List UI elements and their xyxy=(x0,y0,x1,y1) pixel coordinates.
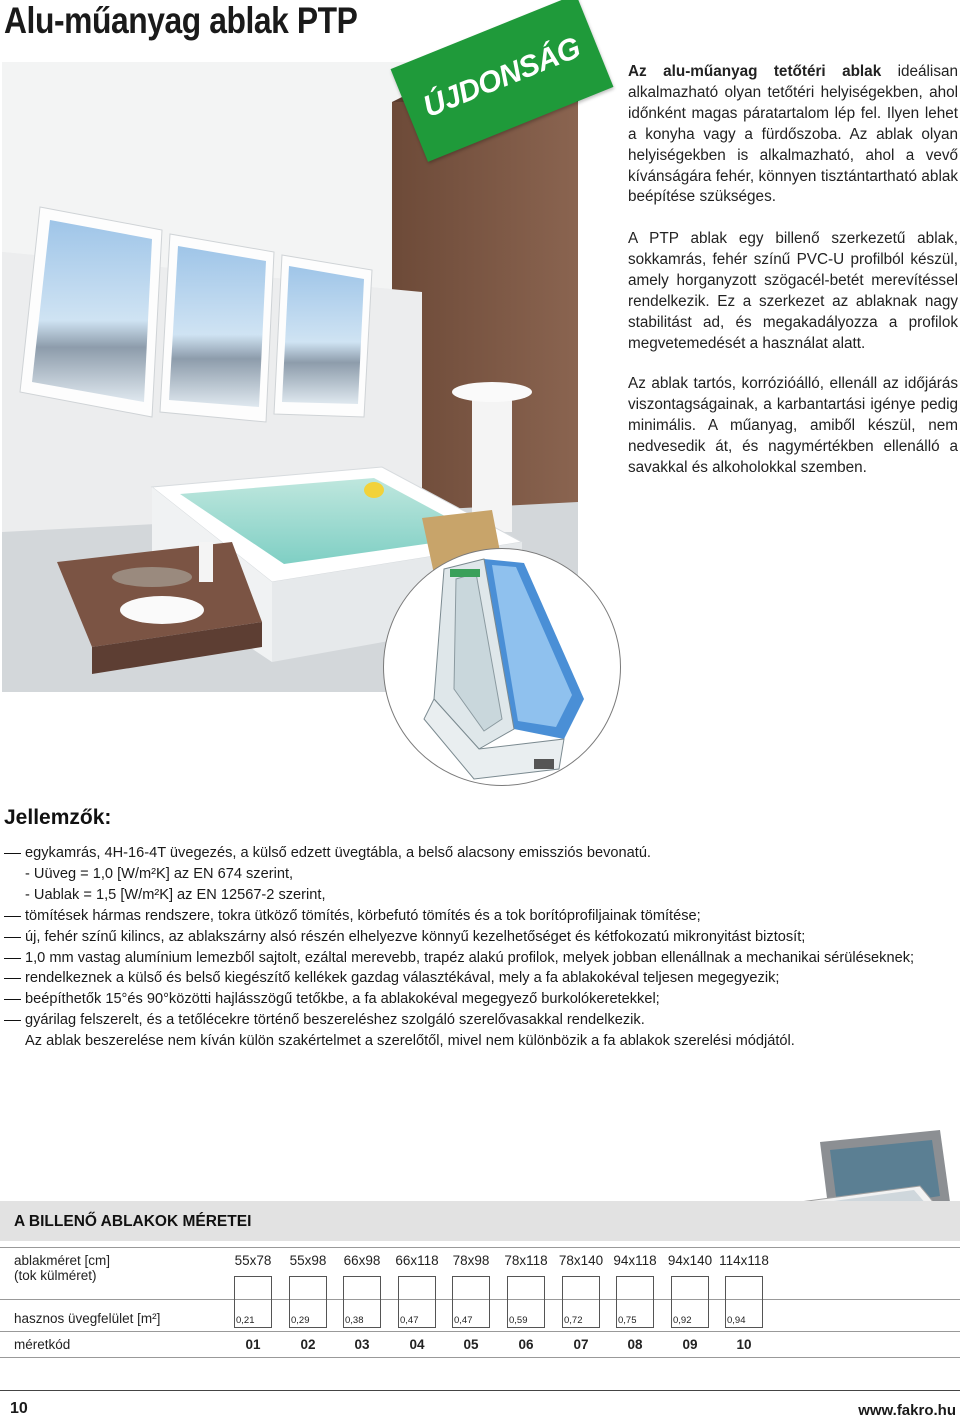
glass-area-label: hasznos üvegfelület [m²] xyxy=(14,1311,161,1326)
size-value: 55x78 xyxy=(234,1253,272,1268)
profile-cross-section xyxy=(383,548,621,786)
glass-area-value: 0,92 xyxy=(673,1315,692,1326)
divider xyxy=(0,1247,960,1248)
size-value: 94x140 xyxy=(667,1253,713,1268)
sizes-heading: A BILLENŐ ABLAKOK MÉRETEI xyxy=(14,1213,252,1230)
size-value: 66x118 xyxy=(395,1253,439,1268)
features-list xyxy=(4,843,960,1052)
intro-bold: Az alu-műanyag tetőtéri ablak xyxy=(628,63,882,80)
size-label-line-2: (tok külméret) xyxy=(14,1268,97,1283)
feature-item: tömítések hármas rendszere, tokra ütköző tömítés, körbefutó tömítés és a tok borítóprofiljainak tömítése; xyxy=(4,906,960,927)
size-code-label: méretkód xyxy=(14,1337,71,1352)
page-number: 10 xyxy=(10,1400,28,1417)
cross-section-illustration xyxy=(384,549,621,786)
website-link[interactable]: www.fakro.hu xyxy=(858,1402,956,1419)
size-code: 07 xyxy=(573,1337,589,1352)
size-code: 10 xyxy=(736,1337,752,1352)
size-value: 114x118 xyxy=(719,1253,769,1268)
size-code: 02 xyxy=(300,1337,316,1352)
size-value: 78x98 xyxy=(452,1253,490,1268)
size-code: 01 xyxy=(245,1337,261,1352)
size-label-line-1: ablakméret [cm] xyxy=(14,1253,111,1268)
glass-area-value: 0,47 xyxy=(454,1315,473,1326)
intro-rest: ideálisan alkalmazható olyan tetőtéri helyiségekben, ahol időnként magas páratartalom lép fel. Ilyen lehet a konyha vagy a fürdőszoba. Az ablak olyan helyiségekben is alkalmazható, ahol a vevő kívánságára fehér, könnyen tisztántartható ablak beépítése szükséges. xyxy=(628,63,958,206)
size-code: 05 xyxy=(463,1337,479,1352)
feature-item: - Uüveg = 1,0 [W/m²K] az EN 674 szerint, xyxy=(25,865,294,882)
intro-paragraph-2: A PTP ablak egy billenő szerkezetű ablak, sokkamrás, fehér színű PVC-U profilból készül, amely horganyzott szögacél-betét merevítéssel rendelkezik. Ez a szerkezet az ablaknak nagy stabilitást ad, és megakadályozza a profilok megvetemedését a használat alatt. xyxy=(628,230,958,352)
divider xyxy=(0,1331,960,1332)
size-value: 94x118 xyxy=(613,1253,657,1268)
size-code: 08 xyxy=(627,1337,643,1352)
feature-item: Az ablak beszerelése nem kíván külön szakértelmet a szerelőtől, mivel nem különbözik a fa ablakok szerelési módjától. xyxy=(25,1033,795,1050)
glass-area-value: 0,21 xyxy=(236,1315,255,1326)
feature-item: új, fehér színű kilincs, az ablakszárny alsó részén elhelyezve könnyű kezelhetőséget és kétfokozatú mikronyitást biztosít; xyxy=(4,927,960,948)
feature-item: rendelkeznek a külső és belső kiegészítő kellékek gazdag választékával, mely a fa ablakokéval teljesen megegyezik; xyxy=(4,968,960,989)
size-value: 66x98 xyxy=(343,1253,381,1268)
size-code: 09 xyxy=(682,1337,698,1352)
size-code: 03 xyxy=(354,1337,370,1352)
intro-paragraph-1 xyxy=(628,62,958,208)
page-title: Alu-műanyag ablak PTP xyxy=(4,0,358,41)
glass-area-value: 0,29 xyxy=(291,1315,310,1326)
size-code: 04 xyxy=(409,1337,425,1352)
feature-item: - Uablak = 1,5 [W/m²K] az EN 12567-2 szerint, xyxy=(25,886,326,903)
feature-item: gyárilag felszerelt, és a tetőlécekre történő beszereléshez szolgáló szerelővasakkal rendelkezik. xyxy=(4,1010,960,1031)
footer-rule xyxy=(0,1390,960,1391)
glass-area-value: 0,47 xyxy=(400,1315,419,1326)
size-value: 78x118 xyxy=(504,1253,548,1268)
feature-item: egykamrás, 4H-16-4T üvegezés, a külső edzett üvegtábla, a belső alacsony emissziós bevonatú. xyxy=(4,843,960,864)
size-label xyxy=(14,1253,110,1283)
new-badge-label: ÚJDONSÁG xyxy=(418,31,585,124)
glass-area-value: 0,72 xyxy=(564,1315,583,1326)
features-heading: Jellemzők: xyxy=(4,806,112,829)
feature-item: 1,0 mm vastag alumínium lemezből sajtolt, ezáltal merevebb, trapéz alakú profilok, melyek jobban ellenállnak a mechanikai sérüléseknek; xyxy=(4,948,960,969)
feature-item: beépíthetők 15°és 90°közötti hajlásszögű tetőkbe, a fa ablakokéval megegyező burkolókeretekkel; xyxy=(4,989,960,1010)
size-value: 55x98 xyxy=(289,1253,327,1268)
glass-area-value: 0,59 xyxy=(509,1315,528,1326)
glass-area-value: 0,75 xyxy=(618,1315,637,1326)
divider xyxy=(0,1357,960,1358)
intro-paragraph-3: Az ablak tartós, korrózióálló, ellenáll az időjárás viszontagságainak, a karbantartási igénye pedig minimális. A műanyag, amiből készül, nem nedvesedik át, és nagymértékben ellenálló a savakkal és alkoholokkal szemben. xyxy=(628,375,958,476)
size-code: 06 xyxy=(518,1337,534,1352)
glass-area-value: 0,94 xyxy=(727,1315,746,1326)
size-value: 78x140 xyxy=(558,1253,604,1268)
glass-area-value: 0,38 xyxy=(345,1315,364,1326)
